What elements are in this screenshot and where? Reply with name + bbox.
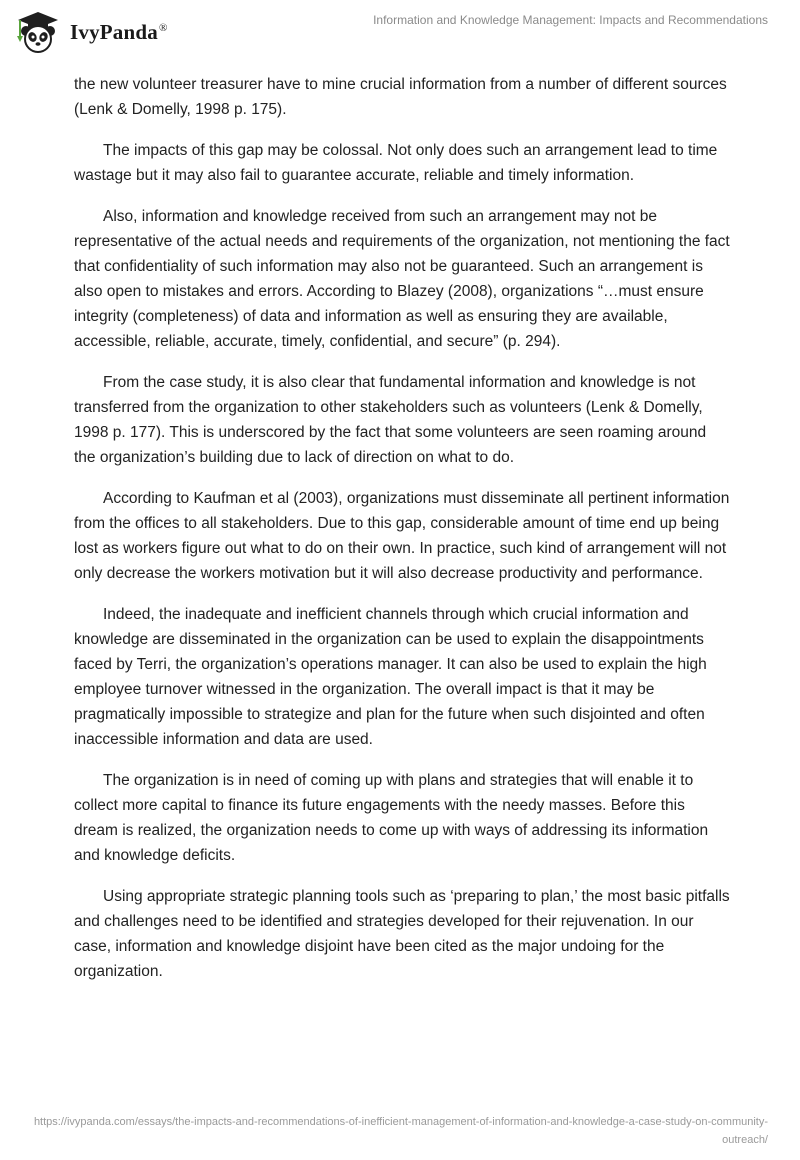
paragraph: The organization is in need of coming up with plans and strategies that will enable it to collect more capital to finance its future engagements with the needy masses. Before this dream is realized, the organization needs to come up with ways of addressing its information and knowledge deficits. [74,772,709,864]
paragraph: Indeed, the inadequate and inefficient channels through which crucial information and knowledge are disseminated in the organization can be used to explain the disappointments faced by Terri, the organization’s operations manager. It can also be used to explain the high employee turnover witnessed in the organization. The overall impact is that it may be pragmatically impossible to strategize and plan for the future when such disjointed and often inaccessible information and data are used. [74,606,707,748]
paragraph: From the case study, it is also clear that fundamental information and knowledge is not transferred from the organization to other stakeholders such as volunteers (Lenk & Domelly, 1998 p. 177). This is underscored by the fact that some volunteers are seen roaming around the organization’s building due to lack of direction on what to do. [74,374,707,466]
document-title: Information and Knowledge Management: Impacts and Recommendations [373,13,768,27]
paragraph: According to Kaufman et al (2003), organizations must disseminate all pertinent information from the offices to all stakeholders. Due to this gap, considerable amount of time end up being lost as workers figure out what to do on their own. In practice, such kind of arrangement will not only decrease the workers motivation but it will also decrease productivity and performance. [74,490,730,582]
essay-body [74,72,730,1000]
paragraph: Also, information and knowledge received from such an arrangement may not be representative of the actual needs and requirements of the organization, not mentioning the fact that confidentiality of such information may also not be guaranteed. Such an arrangement is also open to mistakes and errors. According to Blazey (2008), organizations “…must ensure integrity (completeness) of data and information as well as ensuring they are available, accessible, reliable, accurate, timely, confidential, and secure” (p. 294). [74,208,730,350]
source-url-link[interactable]: https://ivypanda.com/essays/the-impacts-and-recommendations-of-inefficient-management-of-information-and-knowledge-a-case-study-on-community-outreach/ [33,1116,768,1146]
ivypanda-logo[interactable] [14,10,168,54]
page-header [0,0,800,64]
paragraph: The impacts of this gap may be colossal. Not only does such an arrangement lead to time wastage but it may also fail to guarantee accurate, reliable and timely information. [74,142,718,184]
logo-wordmark: IvyPanda® [70,19,168,44]
paragraph: Using appropriate strategic planning tools such as ‘preparing to plan,’ the most basic pitfalls and challenges need to be identified and strategies developed for their rejuvenation. In our case, information and knowledge disjoint have been cited as the major undoing for the organization. [74,888,730,980]
paragraph: the new volunteer treasurer have to mine crucial information from a number of different sources (Lenk & Domelly, 1998 p. 175). [74,76,727,118]
panda-icon [14,10,62,54]
